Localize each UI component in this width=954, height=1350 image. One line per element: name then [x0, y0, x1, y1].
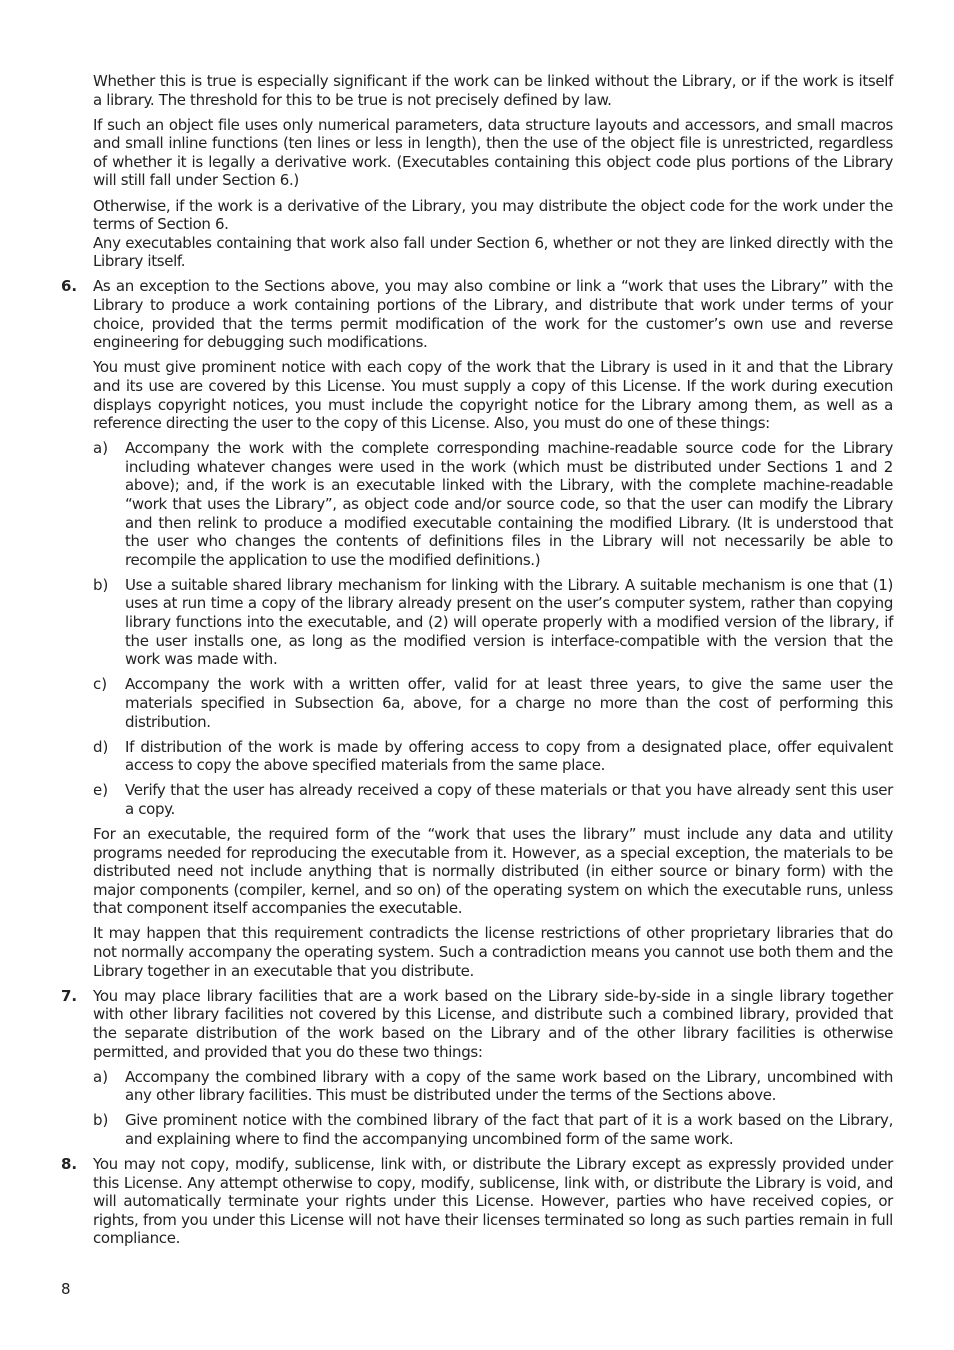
section-7-item-a	[93, 1068, 893, 1105]
intro-paragraph-3: Otherwise, if the work is a derivative of the Library, you may distribute the object code for the work under the terms of Section 6.	[93, 196, 893, 234]
item-label: e)	[93, 781, 109, 800]
section-6-item-c	[93, 675, 893, 731]
license-text	[61, 72, 893, 1248]
section-7-item-b	[93, 1111, 893, 1148]
section-6-item-e	[93, 781, 893, 818]
section-number: 7.	[61, 986, 78, 1005]
item-text: Accompany the work with the complete corresponding machine-readable source code for the Library including whatever changes were used in the work (which must be distributed under Sections 1 and 2 above); and, if the work is an executable linked with the Library, with the complete machine-readable “work that uses the Library”, as object code and/or source code, so that the user can modify the Library and then relink to produce a modified executable containing the modified Library. (It is understood that the user who changes the contents of definitions files in the Library will not necessarily be able to recompile the application to use the modified definitions.)	[125, 439, 893, 569]
section-number: 8.	[61, 1154, 78, 1173]
section-7	[61, 986, 893, 1061]
section-6-item-d	[93, 738, 893, 775]
section-8-text: You may not copy, modify, sublicense, link with, or distribute the Library except as expressly provided under this License. Any attempt otherwise to copy, modify, sublicense, link with, or distribute the Library is void, and will automatically terminate your rights under this License. However, parties who have received copies, or rights, from you under this License will not have their licenses terminated so long as such parties remain in full compliance.	[93, 1154, 893, 1248]
section-6-text: As an exception to the Sections above, you may also combine or link a “work that uses the Library” with the Library to produce a work containing portions of the Library, and distribute that work under terms of your choice, provided that the terms permit modification of the work for the customer’s own use and reverse engineering for debugging such modifications.	[93, 277, 893, 352]
item-text: Give prominent notice with the combined library of the fact that part of it is a work based on the Library, and explaining where to find the accompanying uncombined form of the same work.	[125, 1111, 893, 1148]
item-label: a)	[93, 439, 109, 458]
item-text: Accompany the work with a written offer, valid for at least three years, to give the same user the materials specified in Subsection 6a, above, for a charge no more than the cost of performing this distribution.	[125, 675, 893, 731]
section-8	[61, 1154, 893, 1248]
section-6-item-b	[93, 576, 893, 669]
item-label: b)	[93, 575, 109, 594]
intro-paragraph-2: If such an object file uses only numerical parameters, data structure layouts and accessors, and small macros and small inline functions (ten lines or less in length), then the use of the object file is unrestricted, regardless of whether it is legally a derivative work. (Executables containing this object code plus portions of the Library will still fall under Section 6.)	[93, 115, 893, 190]
page-number: 8	[61, 1280, 71, 1298]
item-label: d)	[93, 737, 109, 756]
intro-paragraph-1: Whether this is true is especially significant if the work can be linked without the Library, or if the work is itself a library. The threshold for this to be true is not precisely defined by law.	[93, 72, 893, 109]
item-label: b)	[93, 1111, 109, 1130]
item-text: Accompany the combined library with a copy of the same work based on the Library, uncombined with any other library facilities. This must be distributed under the terms of the Sections above.	[125, 1067, 893, 1105]
section-6	[61, 277, 893, 352]
section-7-text: You may place library facilities that are a work based on the Library side-by-side in a single library together with other library facilities not covered by this License, and distribute such a combined library, provided that the separate distribution of the work based on the Library and of the other library facilities is otherwise permitted, and provided that you do these two things:	[93, 986, 893, 1061]
section-number: 6.	[61, 277, 78, 296]
item-text: If distribution of the work is made by offering access to copy from a designated place, offer equivalent access to copy the above specified materials from the same place.	[125, 737, 893, 775]
item-text: Use a suitable shared library mechanism for linking with the Library. A suitable mechanism is one that (1) uses at run time a copy of the library already present on the user’s computer system, rather than copying library functions into the executable, and (2) will operate properly with a modified version of the library, if the user installs one, as long as the modified version is interface-compatible with the version that the work was made with.	[125, 575, 893, 669]
section-6-paragraph-3: For an executable, the required form of the “work that uses the library” must include any data and utility programs needed for reproducing the executable from it. However, as a special exception, the materials to be distributed need not include anything that is normally distributed (in either source or binary form) with the major components (compiler, kernel, and so on) of the operating system on which the executable runs, unless that component itself accompanies the executable.	[93, 824, 893, 918]
section-6-item-a	[93, 439, 893, 569]
item-label: a)	[93, 1067, 109, 1086]
section-6-paragraph-4: It may happen that this requirement contradicts the license restrictions of other proprietary libraries that do not normally accompany the operating system. Such a contradiction means you cannot use both them and the Library together in an executable that you distribute.	[93, 924, 893, 980]
item-label: c)	[93, 675, 108, 694]
item-text: Verify that the user has already received a copy of these materials or that you have already sent this user a copy.	[125, 781, 893, 818]
section-6-paragraph-2: You must give prominent notice with each copy of the work that the Library is used in it and that the Library and its use are covered by this License. You must supply a copy of this License. If the work during execution displays copyright notices, you must include the copyright notice for the Library among them, as well as a reference directing the user to the copy of this License. Also, you must do one of these things:	[93, 358, 893, 433]
intro-paragraph-4: Any executables containing that work also fall under Section 6, whether or not they are linked directly with the Library itself.	[93, 233, 893, 271]
